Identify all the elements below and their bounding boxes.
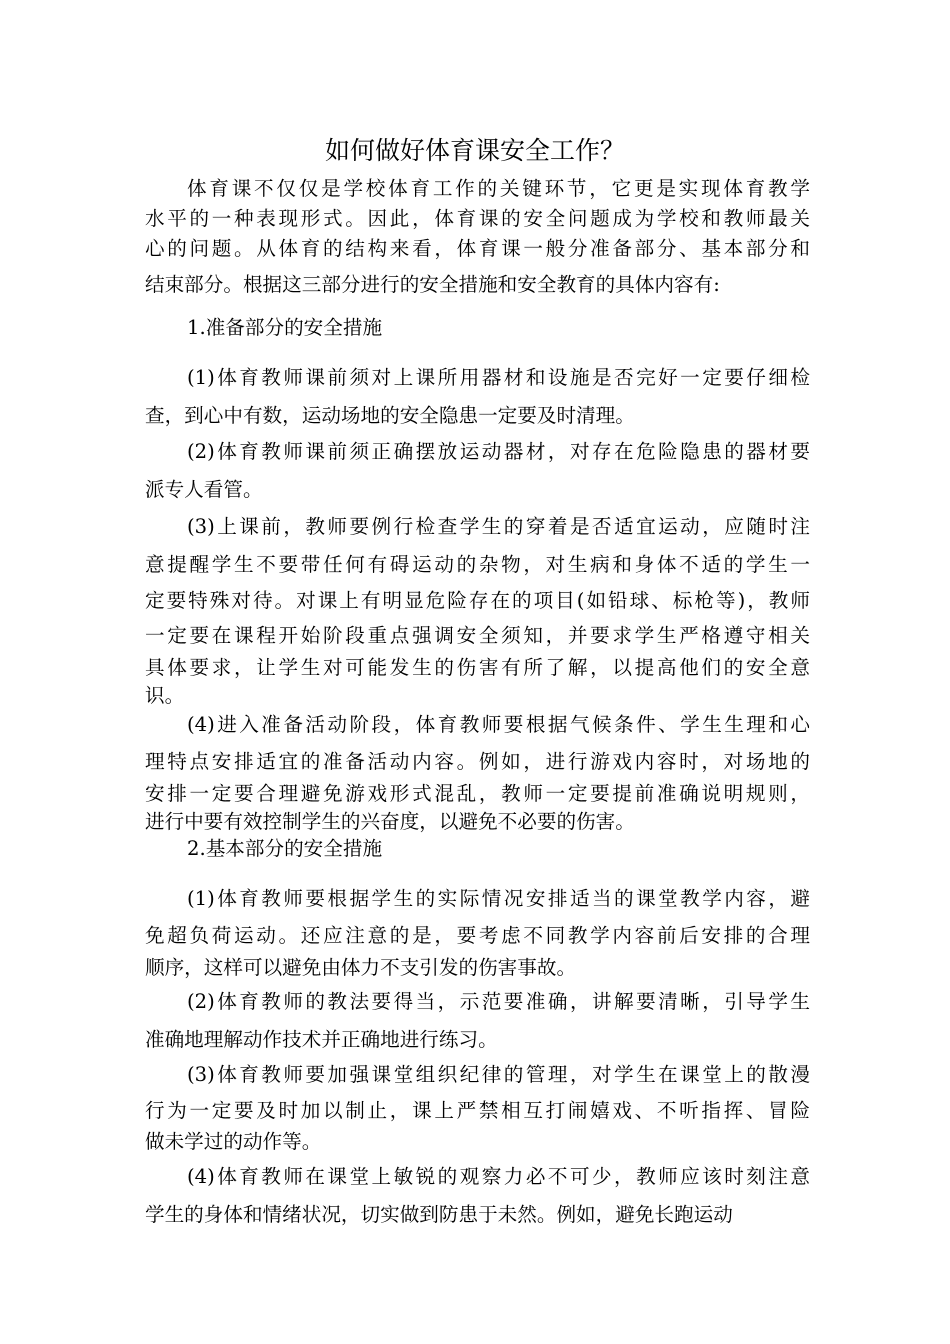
text-line: 免超负荷运动。还应注意的是，要考虑不同教学内容前后安排的合理 (145, 924, 810, 947)
text-line: 做未学过的动作等。 (145, 1130, 322, 1153)
text-line: 顺序，这样可以避免由体力不支引发的伤害事故。 (145, 956, 577, 979)
text-line: (2)体育教师课前须正确摆放运动器材，对存在危险隐患的器材要 (187, 440, 810, 463)
s2-item-4 (145, 1158, 810, 1234)
text-line: 体育课不仅仅是学校体育工作的关键环节，它更是实现体育教学 (187, 177, 810, 200)
text-line: 识。 (145, 684, 185, 707)
text-line: (3)上课前，教师要例行检查学生的穿着是否适宜运动，应随时注 (187, 515, 810, 538)
text-line: (1)体育教师要根据学生的实际情况安排适当的课堂教学内容，避 (187, 887, 810, 910)
text-line: (4)体育教师在课堂上敏锐的观察力必不可少，教师应该时刻注意 (187, 1165, 810, 1188)
text-line: 学生的身体和情绪状况，切实做到防患于未然。例如，避免长跑运动 (145, 1203, 733, 1226)
text-line: 心的问题。从体育的结构来看，体育课一般分准备部分、基本部分和 (145, 237, 810, 260)
text-line: 定要特殊对待。对课上有明显危险存在的项目(如铅球、标枪等)，教师 (145, 589, 810, 612)
s1-item-3 (145, 508, 810, 710)
text-line: 理特点安排适宜的准备活动内容。例如，进行游戏内容时，对场地的 (145, 750, 810, 773)
text-line: 行为一定要及时加以制止，课上严禁相互打闹嬉戏、不听指挥、冒险 (145, 1099, 810, 1122)
s2-item-3 (145, 1056, 810, 1156)
intro-paragraph (145, 174, 810, 300)
s1-item-2 (145, 433, 810, 509)
text-line: 一定要在课程开始阶段重点强调安全须知，并要求学生严格遵守相关 (145, 624, 810, 647)
text-line: 派专人看管。 (145, 478, 263, 501)
text-line: (2)体育教师的教法要得当，示范要准确，讲解要清晰，引导学生 (187, 990, 810, 1013)
text-line: 进行中要有效控制学生的兴奋度，以避免不必要的伤害。 (145, 810, 635, 833)
text-line: 准确地理解动作技术并正确地进行练习。 (145, 1028, 498, 1051)
section-heading-basic: 2.基本部分的安全措施 (187, 837, 383, 860)
text-line: (1)体育教师课前须对上课所用器材和设施是否完好一定要仔细检 (187, 366, 810, 389)
page-title: 如何做好体育课安全工作？ (324, 136, 625, 165)
text-line: 意提醒学生不要带任何有碍运动的杂物，对生病和身体不适的学生一 (145, 553, 810, 576)
text-line: (3)体育教师要加强课堂组织纪律的管理，对学生在课堂上的散漫 (187, 1063, 810, 1086)
text-line: 查，到心中有数，运动场地的安全隐患一定要及时清理。 (145, 404, 635, 427)
text-line: (4)进入准备活动阶段，体育教师要根据气候条件、学生生理和心 (187, 713, 810, 736)
text-line: 结束部分。根据这三部分进行的安全措施和安全教育的具体内容有: (145, 273, 720, 296)
s2-item-2 (145, 983, 810, 1059)
s2-item-1 (145, 880, 810, 982)
text-line: 水平的一种表现形式。因此，体育课的安全问题成为学校和教师最关 (145, 207, 810, 230)
s1-item-1 (145, 359, 810, 435)
text-line: 具体要求，让学生对可能发生的伤害有所了解，以提高他们的安全意 (145, 656, 810, 679)
s1-item-4 (145, 706, 810, 836)
section-heading-preparation: 1.准备部分的安全措施 (187, 316, 383, 339)
text-line: 安排一定要合理避免游戏形式混乱，教师一定要提前准确说明规则， (145, 782, 810, 805)
